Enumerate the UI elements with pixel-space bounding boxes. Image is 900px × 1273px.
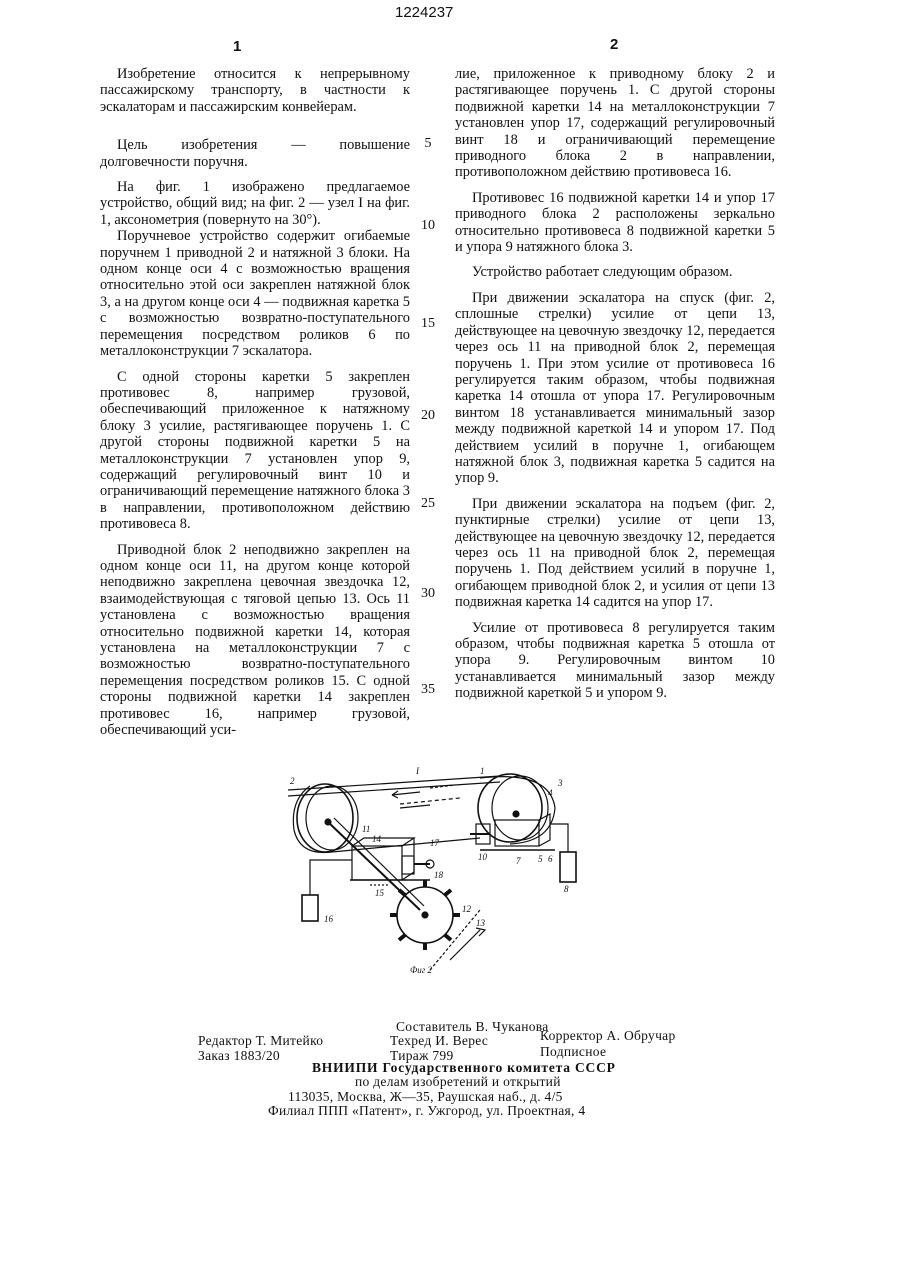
figure-label: 18 [434, 870, 443, 880]
line-number: 25 [421, 496, 435, 511]
paragraph: При движении эскалатора на спуск (фиг. 2, сплошные стрелки) усилие от цепи 13, действующее на цевочную звездочку 12, передается через ось 11 на приводной блок 2, перемещая поручень 1. При этом усилие от противовеса 16 регулируется таким образом, чтобы подвижная каретка 14 отошла от упора 17. Регулировочным винтом 18 устанавливается минимальный зазор между подвижной кареткой 14 и упором 17. Под действием усилий в поручне 1, огибающем натяжной блок 3, подвижная каретка 5 садится на упор 9. [455, 289, 775, 487]
paragraph: Поручневое устройство содержит огибаемые поручнем 1 приводной 2 и натяжной 3 блоки. На одном конце оси 4 с возможностью вращения относительно этой оси закреплен натяжной блок 3, а на другом конце оси 4 — подвижная каретка 5 с возможностью возвратно-поступательного перемещения посредством роликов 6 по металлоконструкции 7 эскалатора. [100, 228, 410, 360]
figure-label: 13 [476, 918, 485, 928]
figure-label: 7 [516, 856, 521, 866]
paragraph: лие, приложенное к приводному блоку 2 и растягивающее поручень 1. С другой стороны подвижной каретки 14 на металлоконструкции 7 установлен упор 17, содержащий регулировочный винт 18 и ограничивающий перемещение приводного блока 2 в направлении, противоположном действию противовеса 16. [455, 66, 775, 181]
paragraph: Усилие от противовеса 8 регулируется таким образом, чтобы подвижная каретка 5 отошла от упора 9. Регулировочным винтом 10 устанавливается минимальный зазор между подвижной кареткой 5 и упором 9. [455, 619, 775, 702]
imprint-address: 113035, Москва, Ж—35, Раушская наб., д. 4/5 [288, 1089, 563, 1104]
figure-label: 6 [548, 854, 553, 864]
figure-label: 3 [558, 778, 563, 788]
figure-label: 1 [480, 766, 485, 776]
line-number: 10 [421, 218, 435, 233]
figure-label: 14 [372, 834, 381, 844]
imprint-tech-editor: Техред И. Верес [390, 1033, 489, 1048]
paragraph: На фиг. 1 изображено предлагаемое устройство, общий вид; на фиг. 2 — узел I на фиг. 1, аксонометрия (повернуто на 30°). [100, 179, 410, 228]
figure-label: 5 [538, 854, 543, 864]
figure-label: 2 [290, 776, 295, 786]
line-number: 30 [421, 586, 435, 601]
imprint-corrector: Корректор А. Обручар [540, 1028, 676, 1043]
figure-label: 12 [462, 904, 471, 914]
paragraph: При движении эскалатора на подъем (фиг. 2, пунктирные стрелки) усилие от цепи 13, действующее на цевочную звездочку 12, передается через ось 11 на приводной блок 2, перемещая поручень 1. Под действием усилий в поручне 1, огибающем приводной блок 2, и усилия от цепи 13 подвижная каретка 14 садится на упор 17. [455, 495, 775, 611]
figure-label: 15 [375, 888, 384, 898]
paragraph: С одной стороны каретки 5 закреплен противовес 8, например грузовой, обеспечивающий приложенное к натяжному блоку 3 усилие, растягивающее поручень 1. С другой стороны подвижной каретки 5 на металлоконструкции 7 установлен упор 9, содержащий регулировочный винт 10 и ограничивающий перемещение натяжного блока 3 в направлении, противоположном действию противовеса 8. [100, 368, 410, 533]
figure-2 [280, 760, 610, 995]
line-number: 35 [421, 682, 435, 697]
paragraph: Изобретение относится к непрерывному пассажирскому транспорту, в частности к эскалаторам и пассажирским конвейерам. [100, 66, 410, 115]
paragraph: Устройство работает следующим образом. [472, 264, 733, 281]
paragraph: Цель изобретения — повышение долговечности поручня. [100, 137, 410, 170]
patent-number: 1224237 [395, 4, 454, 21]
imprint-editor: Редактор Т. Митейко [198, 1033, 324, 1048]
imprint-organization: ВНИИПИ Государственного комитета СССР [312, 1060, 616, 1075]
imprint-branch: Филиал ППП «Патент», г. Ужгород, ул. Проектная, 4 [268, 1103, 586, 1118]
figure-label: 16 [324, 914, 333, 924]
right-text-column [455, 66, 775, 711]
paragraph: Противовес 16 подвижной каретки 14 и упор 17 приводного блока 2 расположены зеркально относительно противовеса 8 подвижной каретки 5 и упора 9 натяжного блока 3. [455, 189, 775, 256]
figure-label: 11 [362, 824, 371, 834]
imprint-compiler: Составитель В. Чуканова [396, 1019, 549, 1034]
line-number: 20 [421, 408, 435, 423]
figure-label: 4 [548, 788, 553, 798]
page-column-number-right: 2 [610, 36, 619, 53]
line-number: 5 [424, 136, 432, 151]
figure-label: 8 [564, 884, 569, 894]
figure-label: 10 [478, 852, 487, 862]
line-number: 15 [421, 316, 435, 331]
left-text-column [100, 66, 410, 747]
imprint-subscription: Подписное [540, 1044, 607, 1059]
imprint-organization-sub: по делам изобретений и открытий [355, 1074, 561, 1089]
figure-2-drawing [280, 760, 610, 990]
figure-caption: Фиг 2 [410, 965, 432, 975]
figure-label: I [416, 766, 419, 776]
imprint-order: Заказ 1883/20 [198, 1048, 280, 1063]
figure-label: 17 [430, 838, 439, 848]
page-column-number-left: 1 [233, 38, 242, 55]
paragraph: Приводной блок 2 неподвижно закреплен на одном конце оси 11, на другом конце которой неподвижно закреплена цевочная звездочка 12, взаимодействующая с тяговой цепью 13. Ось 11 установлена с возможностью вращения относительно подвижной каретки 14, которая установлена на металлоконструкции 7 с возможностью возвратно-поступательного перемещения посредством роликов 15. С одной стороны подвижной каретки 14 закреплен противовес 16, например грузовой, обеспечивающий уси- [100, 541, 410, 739]
imprint-circulation: Тираж 799 [390, 1048, 454, 1063]
